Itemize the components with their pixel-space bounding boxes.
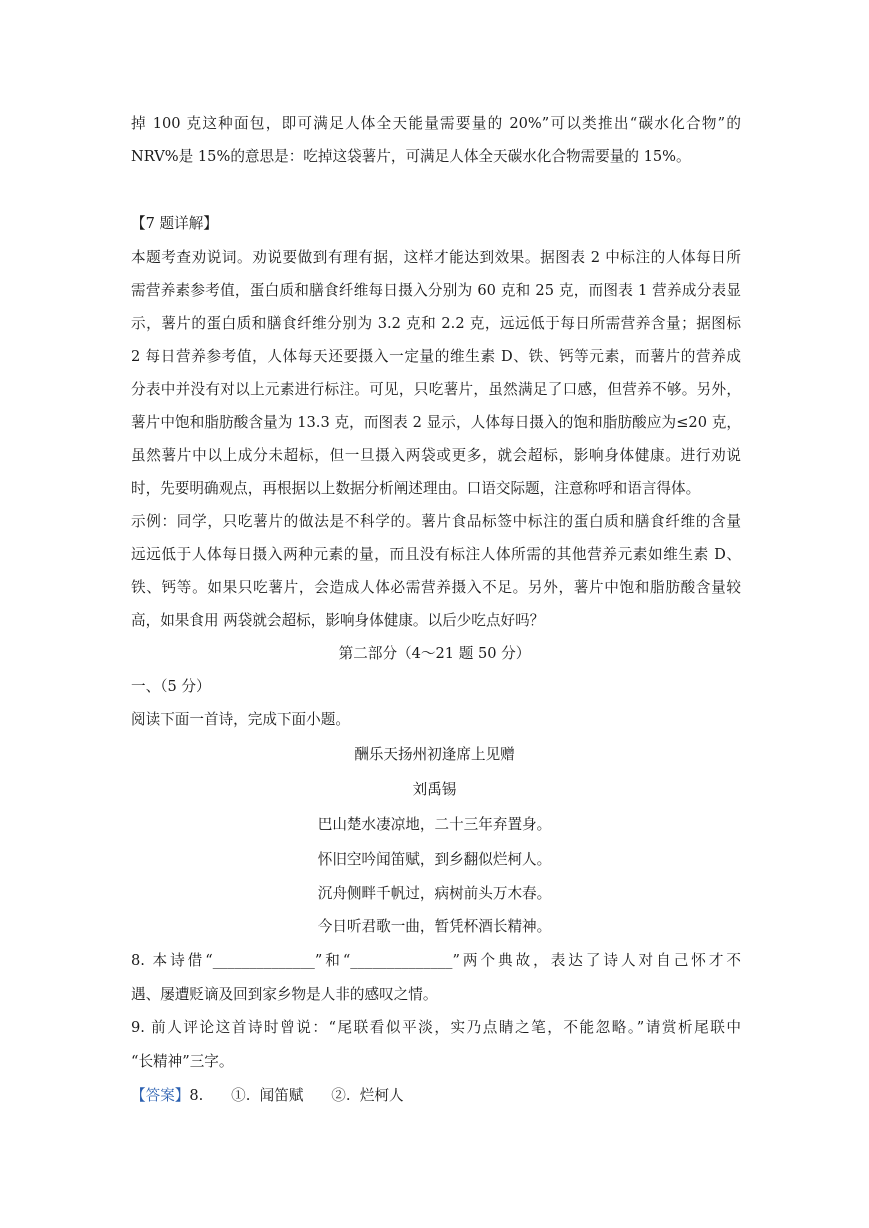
q7-line: 虽然薯片中以上成分未超标，但一旦摄入两袋或更多，就会超标，影响身体健康。进行劝说	[131, 447, 741, 464]
question-9-line-1: 9. 前人评论这首诗时曾说：“尾联看似平淡，实乃点睛之笔，不能忽略。”请赏析尾联中	[131, 1019, 741, 1036]
poem-title: 酬乐天扬州初逢席上见赠	[354, 746, 515, 763]
q7-line: 铁、钙等。如果只吃薯片，会造成人体必需营养摄入不足。另外，薯片中饱和脂肪酸含量较	[131, 579, 741, 596]
q7-line: 薯片中饱和脂肪酸含量为 13.3 克，而图表 2 显示，人体每日摄入的饱和脂肪酸应为≤20 克，	[131, 414, 741, 431]
question-8-line-1: 8. 本诗借“______________”和“______________”两个典故，表达了诗人对自己怀才不	[131, 952, 741, 969]
q7-line: 时，先要明确观点，再根据以上数据分析阐述理由。口语交际题，注意称呼和语言得体。	[131, 480, 701, 497]
answer-text: 8. ①. 闻笛赋 ②. 烂柯人	[189, 1087, 404, 1104]
answer-line	[131, 1086, 741, 1106]
q7-line: 2 每日营养参考值，人体每天还要摄入一定量的维生素 D、铁、钙等元素，而薯片的营养成	[131, 348, 741, 365]
reading-instruction: 阅读下面一首诗，完成下面小题。	[131, 711, 350, 728]
poem-line: 怀旧空吟闻笛赋，到乡翻似烂柯人。	[317, 851, 552, 868]
section-heading: 一、（5 分）	[131, 678, 211, 695]
poem-line: 沉舟侧畔千帆过，病树前头万木春。	[317, 885, 552, 902]
answer-tag: 【答案】	[131, 1087, 190, 1104]
poem-line: 今日听君歌一曲，暂凭杯酒长精神。	[317, 918, 552, 935]
poem-line: 巴山楚水凄凉地，二十三年弃置身。	[317, 816, 552, 833]
q7-line: 示，薯片的蛋白质和膳食纤维分别为 3.2 克和 2.2 克，远远低于每日所需营养含量；据图标	[131, 315, 741, 332]
intro-line-1: 掉 100 克这种面包，即可满足人体全天能量需要量的 20%”可以类推出“碳水化合物”的	[131, 115, 741, 132]
question-9-line-2: “长精神”三字。	[131, 1053, 234, 1070]
q7-line: 分表中并没有对以上元素进行标注。可见，只吃薯片，虽然满足了口感，但营养不够。另外，	[131, 381, 741, 398]
q7-line: 本题考查劝说词。劝说要做到有理有据，这样才能达到效果。据图表 2 中标注的人体每日所	[131, 249, 741, 266]
part2-title: 第二部分（4～21 题 50 分）	[338, 645, 531, 662]
q7-line: 需营养素参考值，蛋白质和膳食纤维每日摄入分别为 60 克和 25 克，而图表 1 营养成分表显	[131, 282, 741, 299]
question-8-line-2: 遇、屡遭贬谪及回到家乡物是人非的感叹之情。	[131, 986, 438, 1003]
poem-author: 刘禹锡	[412, 781, 457, 798]
q7-line: 远远低于人体每日摄入两种元素的量，而且没有标注人体所需的其他营养元素如维生素 D、	[131, 546, 741, 563]
q7-line: 高，如果食用 两袋就会超标，影响身体健康。以后少吃点好吗？	[131, 612, 545, 629]
intro-line-2: NRV%是 15%的意思是：吃掉这袋薯片，可满足人体全天碳水化合物需要量的 15%。	[131, 148, 691, 165]
q7-heading: 【7 题详解】	[131, 215, 218, 232]
q7-line: 示例：同学，只吃薯片的做法是不科学的。薯片食品标签中标注的蛋白质和膳食纤维的含量	[131, 513, 741, 530]
